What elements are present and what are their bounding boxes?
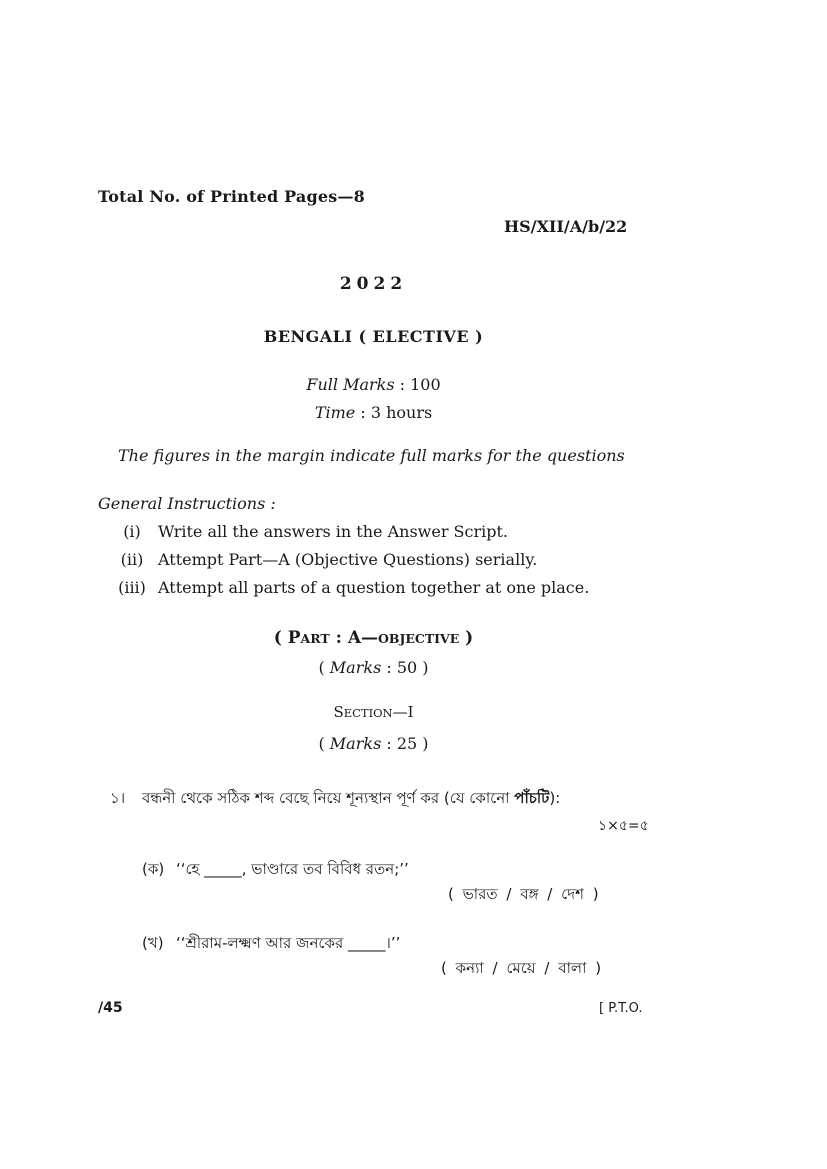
question-text-bold: পাঁচটি xyxy=(514,789,550,807)
exam-time xyxy=(0,403,747,422)
part-heading xyxy=(0,628,747,648)
exam-year: 2022 xyxy=(339,274,408,294)
question-text-after: ): xyxy=(549,789,561,807)
section-heading xyxy=(0,703,747,721)
sub-question-label: (খ) xyxy=(142,934,164,952)
time-label: Time xyxy=(314,403,356,422)
instruction-text: Attempt all parts of a question together at one place. xyxy=(158,578,590,597)
sub-question-options: ( কন্যা / মেয়ে / বালা ) xyxy=(441,959,602,977)
part-a-cap: A xyxy=(347,628,362,648)
question-number: ১। xyxy=(110,789,126,807)
sub-question-text: ‘‘হে _____, ভাণ্ডারে তব বিবিধ রতন;’’ xyxy=(176,860,409,878)
part-objective: OBJECTIVE xyxy=(378,631,460,646)
section-suffix: —I xyxy=(392,703,414,721)
section-marks-value: : 25 ) xyxy=(381,734,429,753)
section-marks xyxy=(0,734,747,753)
question-text-before: বন্ধনী থেকে সঠিক শব্দ বেছে নিয়ে শূন্যস্থান পূর্ণ কর (যে কোনো xyxy=(142,789,515,807)
section-marks-open: ( xyxy=(318,734,330,753)
footer-pto: [ P.T.O. xyxy=(599,1001,643,1016)
part-marks xyxy=(0,658,747,677)
instructions-heading: General Instructions : xyxy=(98,494,276,513)
question-marks: ১×৫=৫ xyxy=(598,818,649,834)
part-p-rest: ART xyxy=(300,631,330,646)
full-marks-value: : 100 xyxy=(399,375,441,394)
full-marks-label: Full Marks xyxy=(306,375,395,394)
margin-note: The figures in the margin indicate full marks for the questions xyxy=(118,446,625,465)
part-close: ) xyxy=(459,628,474,648)
section-s-cap: S xyxy=(333,703,344,721)
full-marks xyxy=(0,375,747,394)
instruction-number: (i) xyxy=(123,522,141,541)
instruction-text: Attempt Part—A (Objective Questions) serially. xyxy=(158,550,538,569)
instruction-number: (ii) xyxy=(120,550,144,569)
instruction-number: (iii) xyxy=(118,578,146,597)
part-marks-value: : 50 ) xyxy=(381,658,429,677)
part-marks-open: ( xyxy=(318,658,330,677)
sub-question-text: ‘‘শ্রীরাম-লক্ষ্মণ আর জনকের _____।’’ xyxy=(176,934,401,952)
sub-question-label: (ক) xyxy=(142,860,165,878)
part-marks-label: Marks xyxy=(329,658,382,677)
paper-code: HS/XII/A/b/22 xyxy=(504,217,628,236)
question-text xyxy=(142,787,560,812)
total-printed-pages: Total No. of Printed Pages—8 xyxy=(98,187,366,206)
time-value: : 3 hours xyxy=(360,403,433,422)
part-dash: — xyxy=(361,628,379,648)
section-marks-label: Marks xyxy=(329,734,382,753)
part-open: ( xyxy=(273,628,288,648)
exam-subject: BENGALI ( ELECTIVE ) xyxy=(263,327,484,346)
part-p-cap: P xyxy=(287,628,301,648)
sub-question-options: ( ভারত / বঙ্গ / দেশ ) xyxy=(448,885,599,903)
footer-code: /45 xyxy=(98,1000,123,1016)
part-colon: : xyxy=(329,628,348,648)
section-s-rest: ECTION xyxy=(343,706,393,720)
instruction-text: Write all the answers in the Answer Script. xyxy=(158,522,508,541)
